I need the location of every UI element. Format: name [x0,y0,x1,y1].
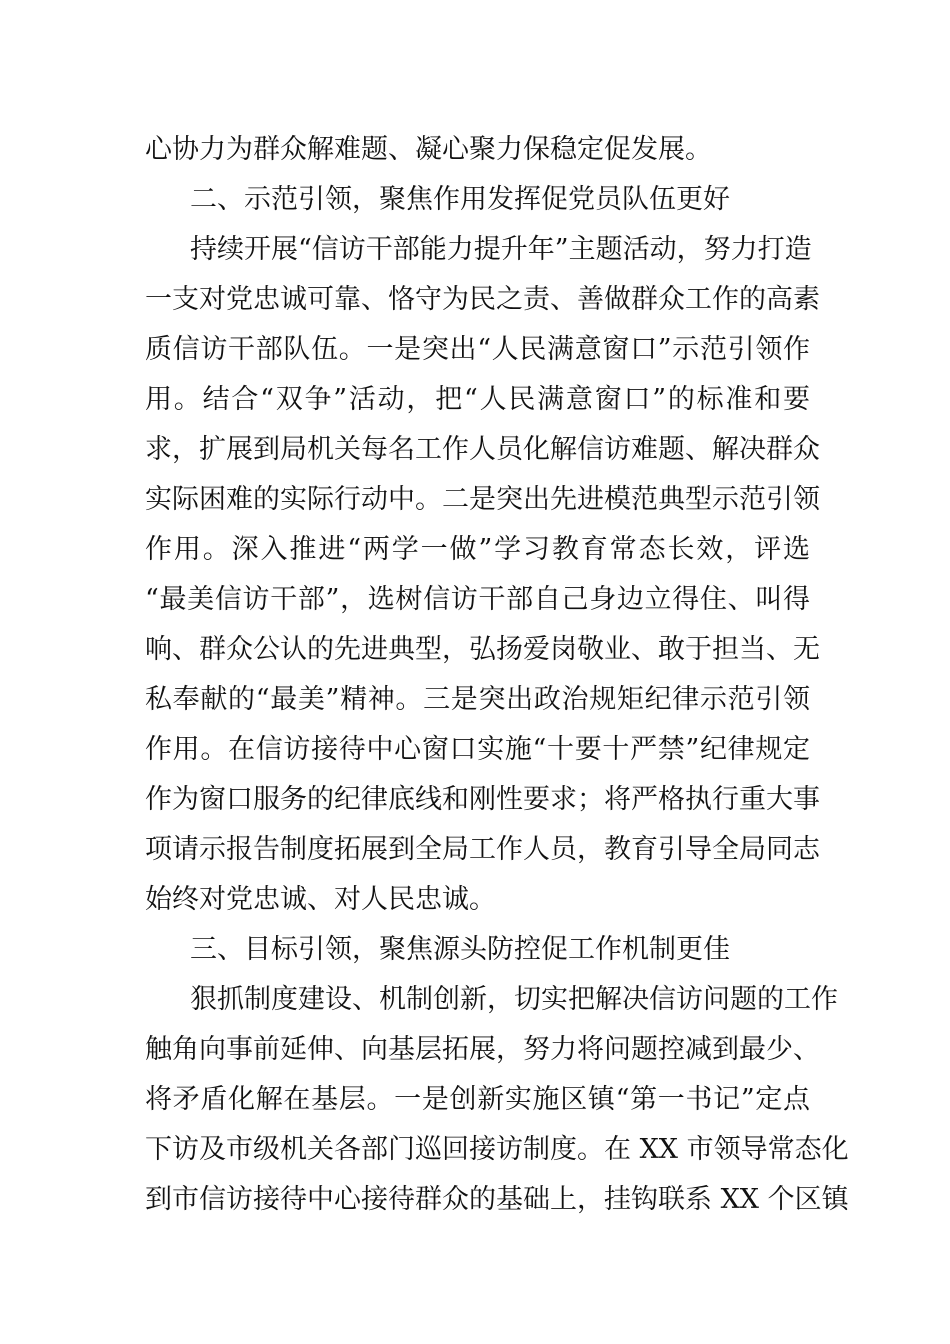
body-text-line: 作用。在信访接待中心窗口实施“十要十严禁”纪律规定 [145,734,810,765]
body-text-line: 一支对党忠诚可靠、恪守为民之责、善做群众工作的高素 [145,284,820,315]
body-text-line: 质信访干部队伍。一是突出“人民满意窗口”示范引领作 [145,334,810,365]
body-text-line: 下访及市级机关各部门巡回接访制度。在 XX 市领导常态化 [145,1134,849,1165]
body-text-line: 实际困难的实际行动中。二是突出先进模范典型示范引领 [145,484,820,515]
body-text-line: 项请示报告制度拓展到全局工作人员，教育引导全局同志 [145,834,820,865]
body-text-line: 作用。深入推进“两学一做”学习教育常态长效，评选 [145,534,810,565]
body-text-line: 作为窗口服务的纪律底线和刚性要求；将严格执行重大事 [145,784,820,815]
body-text-line: 持续开展“信访干部能力提升年”主题活动，努力打造 [190,234,812,265]
section-heading-2: 二、示范引领，聚焦作用发挥促党员队伍更好 [190,184,730,215]
body-text-line: 求，扩展到局机关每名工作人员化解信访难题、解决群众 [145,434,820,465]
body-text-line: 心协力为群众解难题、凝心聚力保稳定促发展。 [145,134,712,165]
body-text-line: 触角向事前延伸、向基层拓展，努力将问题控减到最少、 [145,1034,820,1065]
body-text-line: 将矛盾化解在基层。一是创新实施区镇“第一书记”定点 [145,1084,810,1115]
body-text-line: 响、群众公认的先进典型，弘扬爱岗敬业、敢于担当、无 [145,634,820,665]
body-text-line: 私奉献的“最美”精神。三是突出政治规矩纪律示范引领 [145,684,810,715]
body-text-line: 始终对党忠诚、对人民忠诚。 [145,884,496,915]
body-text-line: “最美信访干部”，选树信访干部自己身边立得住、叫得 [145,584,810,615]
section-heading-3: 三、目标引领，聚焦源头防控促工作机制更佳 [190,934,730,965]
body-text-line: 用。结合“双争”活动，把“人民满意窗口”的标准和要 [145,384,810,415]
body-text-line: 狠抓制度建设、机制创新，切实把解决信访问题的工作 [190,984,838,1015]
body-text-line: 到市信访接待中心接待群众的基础上，挂钩联系 XX 个区镇 [145,1184,849,1215]
